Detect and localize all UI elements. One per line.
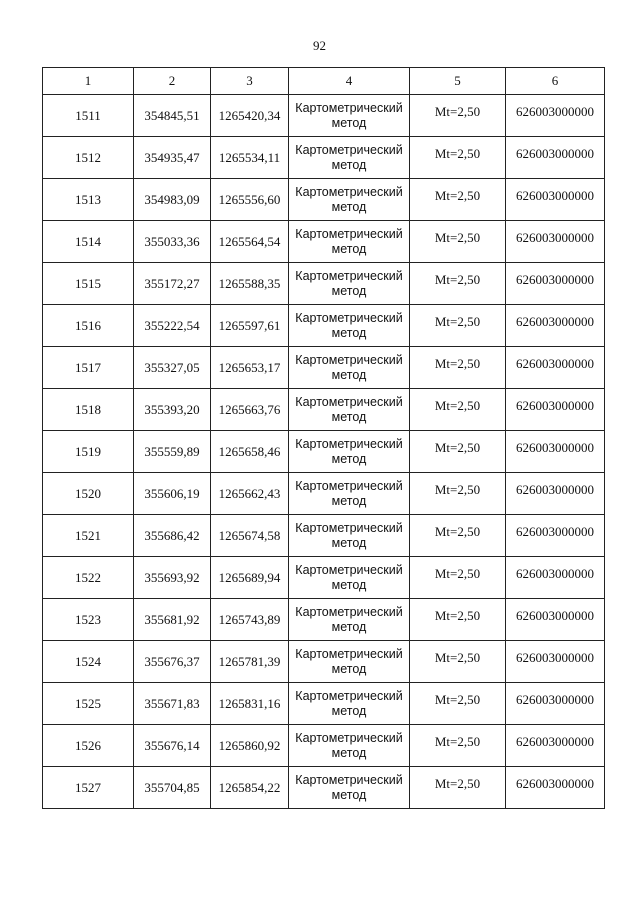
- accuracy-cell: Mt=2,50: [410, 725, 506, 767]
- x-coordinate-cell: 355704,85: [134, 767, 211, 809]
- column-header-3: 3: [211, 68, 289, 95]
- y-coordinate-cell: 1265689,94: [211, 557, 289, 599]
- accuracy-cell: Mt=2,50: [410, 767, 506, 809]
- method-cell: Картометрический метод: [289, 473, 410, 515]
- code-cell: 626003000000: [506, 95, 605, 137]
- code-cell: 626003000000: [506, 179, 605, 221]
- table-row: [43, 557, 605, 599]
- x-coordinate-cell: 355327,05: [134, 347, 211, 389]
- point-number-cell: 1516: [43, 305, 134, 347]
- code-cell: 626003000000: [506, 431, 605, 473]
- method-cell: Картометрический метод: [289, 767, 410, 809]
- table-row: [43, 95, 605, 137]
- code-cell: 626003000000: [506, 263, 605, 305]
- accuracy-cell: Mt=2,50: [410, 95, 506, 137]
- method-cell: Картометрический метод: [289, 683, 410, 725]
- accuracy-cell: Mt=2,50: [410, 473, 506, 515]
- y-coordinate-cell: 1265743,89: [211, 599, 289, 641]
- x-coordinate-cell: 355393,20: [134, 389, 211, 431]
- table-row: [43, 389, 605, 431]
- accuracy-cell: Mt=2,50: [410, 389, 506, 431]
- code-cell: 626003000000: [506, 305, 605, 347]
- x-coordinate-cell: 354935,47: [134, 137, 211, 179]
- method-cell: Картометрический метод: [289, 599, 410, 641]
- y-coordinate-cell: 1265854,22: [211, 767, 289, 809]
- header-row: [43, 68, 605, 95]
- x-coordinate-cell: 355681,92: [134, 599, 211, 641]
- x-coordinate-cell: 354845,51: [134, 95, 211, 137]
- accuracy-cell: Mt=2,50: [410, 263, 506, 305]
- method-cell: Картометрический метод: [289, 515, 410, 557]
- accuracy-cell: Mt=2,50: [410, 347, 506, 389]
- accuracy-cell: Mt=2,50: [410, 557, 506, 599]
- point-number-cell: 1512: [43, 137, 134, 179]
- y-coordinate-cell: 1265658,46: [211, 431, 289, 473]
- x-coordinate-cell: 355222,54: [134, 305, 211, 347]
- point-number-cell: 1511: [43, 95, 134, 137]
- y-coordinate-cell: 1265564,54: [211, 221, 289, 263]
- code-cell: 626003000000: [506, 641, 605, 683]
- point-number-cell: 1513: [43, 179, 134, 221]
- code-cell: 626003000000: [506, 137, 605, 179]
- y-coordinate-cell: 1265781,39: [211, 641, 289, 683]
- x-coordinate-cell: 355172,27: [134, 263, 211, 305]
- method-cell: Картометрический метод: [289, 557, 410, 599]
- table-row: [43, 431, 605, 473]
- code-cell: 626003000000: [506, 347, 605, 389]
- column-header-2: 2: [134, 68, 211, 95]
- y-coordinate-cell: 1265662,43: [211, 473, 289, 515]
- table-row: [43, 347, 605, 389]
- point-number-cell: 1526: [43, 725, 134, 767]
- method-cell: Картометрический метод: [289, 305, 410, 347]
- y-coordinate-cell: 1265597,61: [211, 305, 289, 347]
- coordinates-table: [42, 67, 605, 809]
- point-number-cell: 1515: [43, 263, 134, 305]
- x-coordinate-cell: 355686,42: [134, 515, 211, 557]
- column-header-1: 1: [43, 68, 134, 95]
- point-number-cell: 1524: [43, 641, 134, 683]
- method-cell: Картометрический метод: [289, 137, 410, 179]
- y-coordinate-cell: 1265860,92: [211, 725, 289, 767]
- x-coordinate-cell: 355693,92: [134, 557, 211, 599]
- table-row: [43, 725, 605, 767]
- method-cell: Картометрический метод: [289, 95, 410, 137]
- table-row: [43, 305, 605, 347]
- method-cell: Картометрический метод: [289, 347, 410, 389]
- accuracy-cell: Mt=2,50: [410, 221, 506, 263]
- column-header-6: 6: [506, 68, 605, 95]
- method-cell: Картометрический метод: [289, 221, 410, 263]
- code-cell: 626003000000: [506, 515, 605, 557]
- code-cell: 626003000000: [506, 725, 605, 767]
- method-cell: Картометрический метод: [289, 641, 410, 683]
- column-header-5: 5: [410, 68, 506, 95]
- column-header-4: 4: [289, 68, 410, 95]
- point-number-cell: 1518: [43, 389, 134, 431]
- code-cell: 626003000000: [506, 389, 605, 431]
- accuracy-cell: Mt=2,50: [410, 137, 506, 179]
- x-coordinate-cell: 355676,37: [134, 641, 211, 683]
- table-row: [43, 767, 605, 809]
- table-row: [43, 683, 605, 725]
- point-number-cell: 1522: [43, 557, 134, 599]
- accuracy-cell: Mt=2,50: [410, 179, 506, 221]
- point-number-cell: 1517: [43, 347, 134, 389]
- code-cell: 626003000000: [506, 599, 605, 641]
- x-coordinate-cell: 355676,14: [134, 725, 211, 767]
- accuracy-cell: Mt=2,50: [410, 515, 506, 557]
- x-coordinate-cell: 355559,89: [134, 431, 211, 473]
- accuracy-cell: Mt=2,50: [410, 683, 506, 725]
- y-coordinate-cell: 1265588,35: [211, 263, 289, 305]
- page-number: 92: [313, 38, 326, 53]
- x-coordinate-cell: 354983,09: [134, 179, 211, 221]
- accuracy-cell: Mt=2,50: [410, 431, 506, 473]
- y-coordinate-cell: 1265663,76: [211, 389, 289, 431]
- table-row: [43, 179, 605, 221]
- method-cell: Картометрический метод: [289, 725, 410, 767]
- point-number-cell: 1514: [43, 221, 134, 263]
- point-number-cell: 1527: [43, 767, 134, 809]
- y-coordinate-cell: 1265556,60: [211, 179, 289, 221]
- table-row: [43, 599, 605, 641]
- point-number-cell: 1519: [43, 431, 134, 473]
- x-coordinate-cell: 355671,83: [134, 683, 211, 725]
- y-coordinate-cell: 1265653,17: [211, 347, 289, 389]
- x-coordinate-cell: 355606,19: [134, 473, 211, 515]
- method-cell: Картометрический метод: [289, 431, 410, 473]
- y-coordinate-cell: 1265420,34: [211, 95, 289, 137]
- table-row: [43, 473, 605, 515]
- table-row: [43, 263, 605, 305]
- point-number-cell: 1520: [43, 473, 134, 515]
- accuracy-cell: Mt=2,50: [410, 305, 506, 347]
- method-cell: Картометрический метод: [289, 263, 410, 305]
- code-cell: 626003000000: [506, 221, 605, 263]
- table-row: [43, 221, 605, 263]
- y-coordinate-cell: 1265831,16: [211, 683, 289, 725]
- accuracy-cell: Mt=2,50: [410, 641, 506, 683]
- point-number-cell: 1521: [43, 515, 134, 557]
- code-cell: 626003000000: [506, 767, 605, 809]
- code-cell: 626003000000: [506, 683, 605, 725]
- y-coordinate-cell: 1265534,11: [211, 137, 289, 179]
- code-cell: 626003000000: [506, 473, 605, 515]
- table-row: [43, 137, 605, 179]
- y-coordinate-cell: 1265674,58: [211, 515, 289, 557]
- x-coordinate-cell: 355033,36: [134, 221, 211, 263]
- accuracy-cell: Mt=2,50: [410, 599, 506, 641]
- point-number-cell: 1523: [43, 599, 134, 641]
- point-number-cell: 1525: [43, 683, 134, 725]
- code-cell: 626003000000: [506, 557, 605, 599]
- method-cell: Картометрический метод: [289, 179, 410, 221]
- method-cell: Картометрический метод: [289, 389, 410, 431]
- table-row: [43, 515, 605, 557]
- table-row: [43, 641, 605, 683]
